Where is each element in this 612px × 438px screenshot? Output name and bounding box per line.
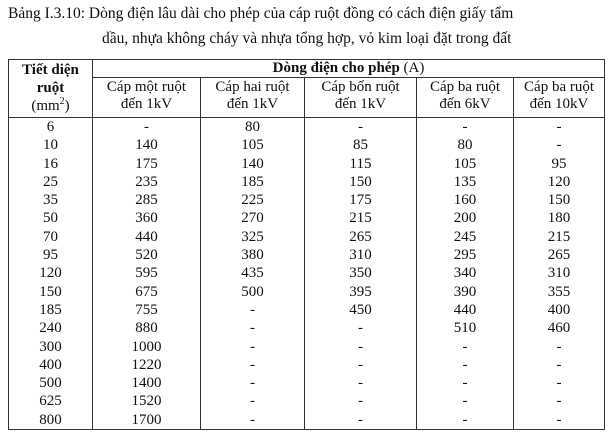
cross-section-cell: 185 xyxy=(9,301,93,319)
current-value-cell: - xyxy=(305,319,417,337)
current-value-cell: 160 xyxy=(417,191,514,209)
cross-section-cell: 800 xyxy=(9,411,93,430)
current-value-cell: - xyxy=(514,411,605,430)
current-value-cell: 150 xyxy=(305,173,417,191)
current-value-cell: 215 xyxy=(305,209,417,227)
current-value-cell: 95 xyxy=(514,155,605,173)
current-value-cell: 380 xyxy=(201,246,305,264)
current-value-cell: 245 xyxy=(417,228,514,246)
column-header-1 xyxy=(93,78,201,118)
table-row xyxy=(9,301,605,319)
cross-section-cell: 35 xyxy=(9,191,93,209)
group-header-label: Dòng điện cho phép xyxy=(272,60,400,76)
current-value-cell: 460 xyxy=(514,319,605,337)
cross-section-cell: 6 xyxy=(9,118,93,137)
current-value-cell: 120 xyxy=(514,173,605,191)
current-value-cell: 310 xyxy=(305,246,417,264)
current-value-cell: - xyxy=(514,338,605,356)
current-value-cell: - xyxy=(201,301,305,319)
cross-section-cell: 95 xyxy=(9,246,93,264)
current-value-cell: 150 xyxy=(514,191,605,209)
current-value-cell: 340 xyxy=(417,264,514,282)
current-value-cell: 285 xyxy=(93,191,201,209)
table-row xyxy=(9,411,605,430)
current-value-cell: - xyxy=(305,411,417,430)
current-value-cell: 180 xyxy=(514,209,605,227)
table-row xyxy=(9,264,605,282)
current-value-cell: 880 xyxy=(93,319,201,337)
column-header-line-1: Cáp ba ruột xyxy=(430,79,500,95)
table-row xyxy=(9,338,605,356)
column-header-line-2: đến 6kV xyxy=(439,96,491,112)
column-header-5 xyxy=(514,78,605,118)
table-row xyxy=(9,356,605,374)
column-header-2 xyxy=(201,78,305,118)
column-subheader-row xyxy=(9,78,605,118)
current-value-cell: 1400 xyxy=(93,374,201,392)
cross-section-cell: 300 xyxy=(9,338,93,356)
table-body xyxy=(9,118,605,430)
current-value-cell: - xyxy=(514,356,605,374)
corner-header-cross-section xyxy=(9,60,93,118)
current-value-cell: 390 xyxy=(417,283,514,301)
current-value-cell: 440 xyxy=(417,301,514,319)
corner-header-line-1: Tiết diện xyxy=(22,62,79,78)
current-value-cell: - xyxy=(201,392,305,410)
current-value-cell: 395 xyxy=(305,283,417,301)
current-value-cell: 80 xyxy=(201,118,305,137)
table-row xyxy=(9,173,605,191)
column-header-line-1: Cáp hai ruột xyxy=(215,79,290,95)
current-value-cell: 1220 xyxy=(93,356,201,374)
current-value-cell: - xyxy=(417,118,514,137)
column-header-line-1: Cáp bốn ruột xyxy=(321,79,400,95)
current-value-cell: - xyxy=(305,392,417,410)
current-value-cell: 1000 xyxy=(93,338,201,356)
current-value-cell: 755 xyxy=(93,301,201,319)
current-value-cell: 510 xyxy=(417,319,514,337)
cross-section-cell: 25 xyxy=(9,173,93,191)
current-value-cell: 675 xyxy=(93,283,201,301)
current-value-cell: - xyxy=(201,411,305,430)
table-row xyxy=(9,392,605,410)
cross-section-cell: 150 xyxy=(9,283,93,301)
table-row xyxy=(9,319,605,337)
cross-section-cell: 70 xyxy=(9,228,93,246)
corner-header-line-2: ruột xyxy=(36,80,65,96)
cross-section-cell: 240 xyxy=(9,319,93,337)
corner-header-unit: $(mm^2)$ xyxy=(31,96,70,114)
table-row xyxy=(9,228,605,246)
table-row xyxy=(9,209,605,227)
cross-section-cell: 400 xyxy=(9,356,93,374)
current-value-cell: 140 xyxy=(93,136,201,154)
current-value-cell: 1520 xyxy=(93,392,201,410)
current-value-cell: 140 xyxy=(201,155,305,173)
table-row xyxy=(9,155,605,173)
column-header-line-2: đến 1kV xyxy=(120,96,173,112)
current-value-cell: - xyxy=(305,118,417,137)
current-value-cell: 360 xyxy=(93,209,201,227)
current-value-cell: 105 xyxy=(201,136,305,154)
column-header-3 xyxy=(305,78,417,118)
current-value-cell: - xyxy=(201,338,305,356)
current-value-cell: 270 xyxy=(201,209,305,227)
current-value-cell: 175 xyxy=(93,155,201,173)
current-value-cell: 235 xyxy=(93,173,201,191)
column-header-line-1: Cáp ba ruột xyxy=(524,79,595,95)
current-value-cell: 355 xyxy=(514,283,605,301)
current-value-cell: 295 xyxy=(417,246,514,264)
table-row xyxy=(9,283,605,301)
current-value-cell: - xyxy=(417,411,514,430)
caption-line-1: Bảng I.3.10: Dòng điện lâu dài cho phép của cáp ruột đồng có cách điện giấy tẩm xyxy=(8,5,514,22)
current-value-cell: - xyxy=(305,374,417,392)
current-value-cell: 325 xyxy=(201,228,305,246)
current-value-cell: - xyxy=(417,392,514,410)
current-value-cell: 265 xyxy=(305,228,417,246)
current-value-cell: - xyxy=(201,319,305,337)
group-header-unit: (A) xyxy=(399,60,425,76)
current-value-cell: - xyxy=(93,118,201,137)
current-value-cell: 80 xyxy=(417,136,514,154)
column-header-line-2: đến 1kV xyxy=(334,96,387,112)
current-value-cell: 500 xyxy=(201,283,305,301)
current-value-cell: - xyxy=(201,356,305,374)
current-value-cell: 450 xyxy=(305,301,417,319)
current-value-cell: - xyxy=(417,356,514,374)
column-header-line-1: Cáp một ruột xyxy=(106,79,187,95)
current-value-cell: 310 xyxy=(514,264,605,282)
current-value-cell: 265 xyxy=(514,246,605,264)
group-header-allowed-current xyxy=(93,60,605,78)
current-value-cell: 1700 xyxy=(93,411,201,430)
cross-section-cell: 500 xyxy=(9,374,93,392)
current-value-cell: 225 xyxy=(201,191,305,209)
current-value-cell: - xyxy=(514,136,605,154)
current-value-cell: 105 xyxy=(417,155,514,173)
current-value-cell: 135 xyxy=(417,173,514,191)
current-value-cell: 215 xyxy=(514,228,605,246)
current-value-cell: 350 xyxy=(305,264,417,282)
table-row xyxy=(9,136,605,154)
table-row xyxy=(9,246,605,264)
table-row xyxy=(9,118,605,137)
cross-section-cell: 120 xyxy=(9,264,93,282)
column-header-line-2: đến 10kV xyxy=(529,96,589,112)
current-value-cell: 115 xyxy=(305,155,417,173)
current-value-cell: 175 xyxy=(305,191,417,209)
current-value-cell: - xyxy=(201,374,305,392)
current-value-cell: 440 xyxy=(93,228,201,246)
current-value-cell: 435 xyxy=(201,264,305,282)
current-value-cell: - xyxy=(305,356,417,374)
current-value-cell: 400 xyxy=(514,301,605,319)
current-value-cell: - xyxy=(417,374,514,392)
cross-section-cell: 10 xyxy=(9,136,93,154)
current-value-cell: - xyxy=(305,338,417,356)
current-value-cell: 520 xyxy=(93,246,201,264)
cross-section-cell: 16 xyxy=(9,155,93,173)
current-value-cell: - xyxy=(417,338,514,356)
current-value-cell: - xyxy=(514,118,605,137)
column-header-line-2: đến 1kV xyxy=(226,96,279,112)
current-value-cell: 595 xyxy=(93,264,201,282)
column-header-4 xyxy=(417,78,514,118)
table-row xyxy=(9,374,605,392)
current-value-cell: 200 xyxy=(417,209,514,227)
current-value-cell: 185 xyxy=(201,173,305,191)
current-value-cell: - xyxy=(514,392,605,410)
caption-line-2: dầu, nhựa không cháy và nhựa tổng hợp, vỏ kim loại đặt trong đất xyxy=(102,30,512,47)
cross-section-cell: 50 xyxy=(9,209,93,227)
current-value-cell: 85 xyxy=(305,136,417,154)
current-rating-table xyxy=(8,59,605,430)
cross-section-cell: 625 xyxy=(9,392,93,410)
table-row xyxy=(9,191,605,209)
current-value-cell: - xyxy=(514,374,605,392)
